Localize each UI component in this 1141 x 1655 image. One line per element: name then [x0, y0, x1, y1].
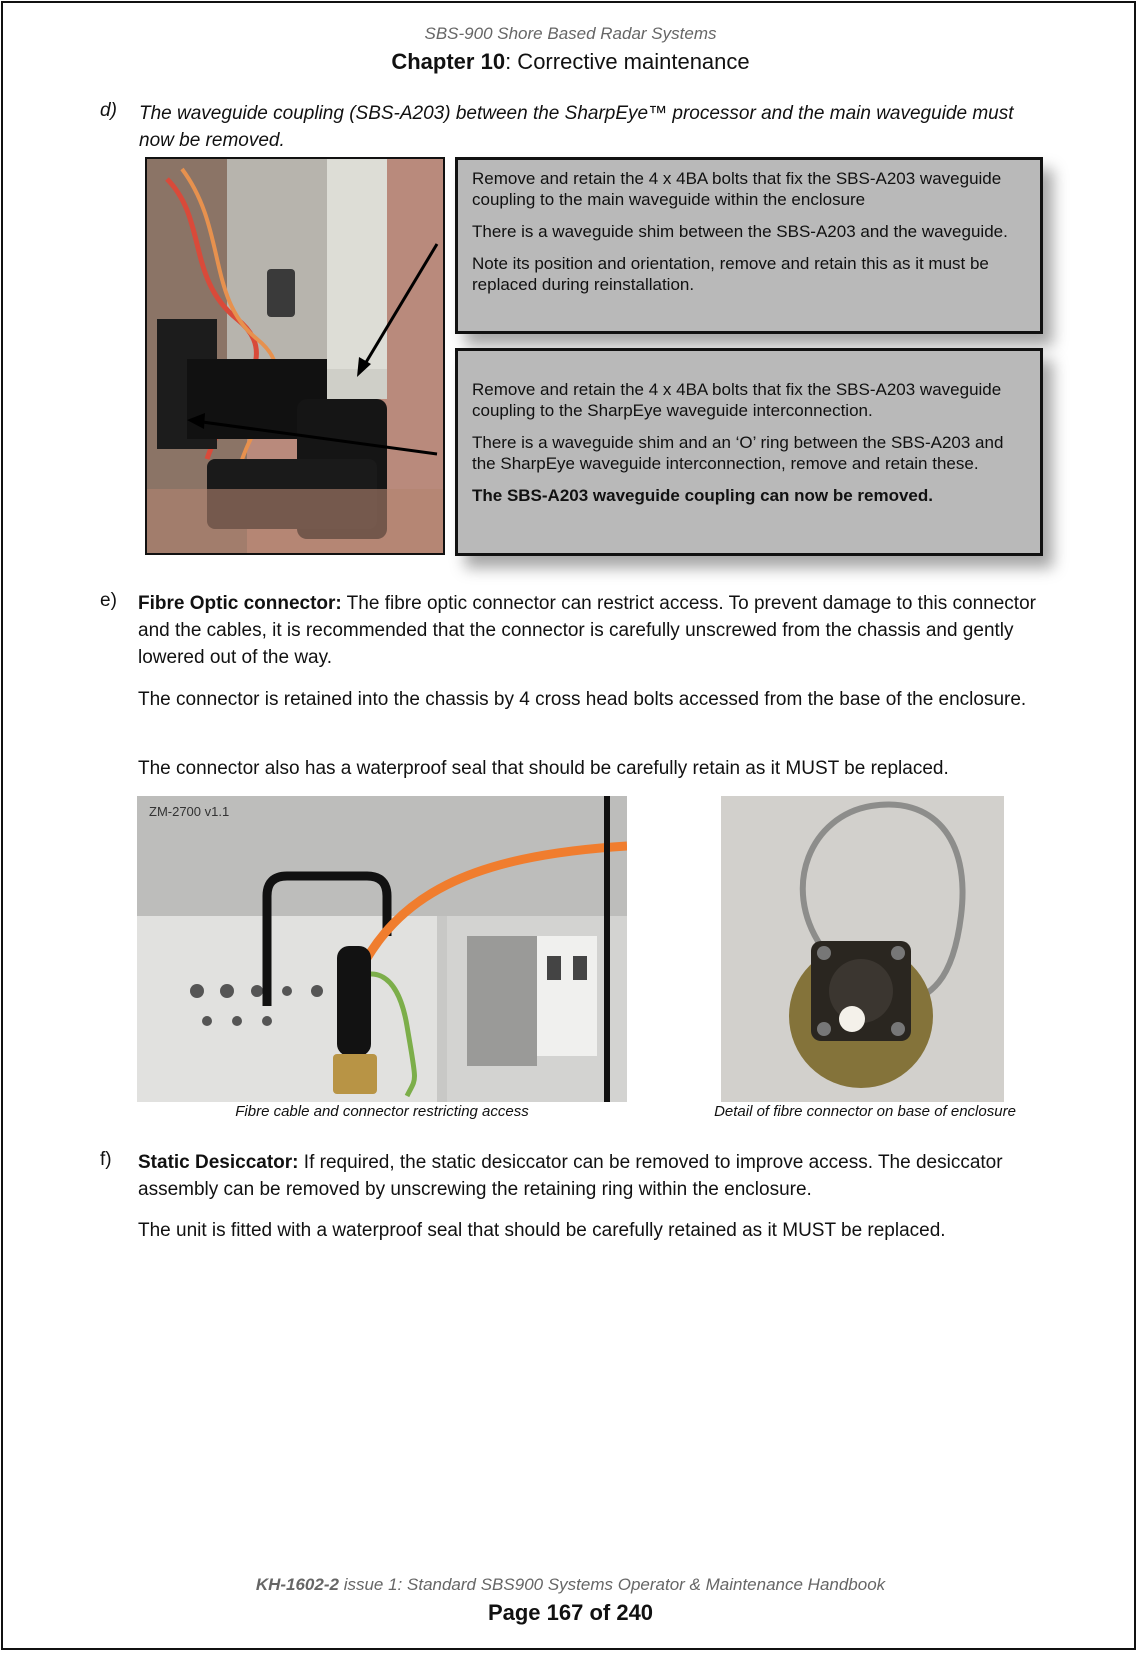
item-f-para1 — [138, 1149, 1038, 1203]
callout1-p2: There is a waveguide shim between the SBS-A203 and the waveguide. — [472, 222, 1008, 241]
footer-page-number: Page 167 of 240 — [487, 1600, 654, 1625]
fibre-cable-photo — [137, 796, 627, 1102]
footer-doc-title: issue 1: Standard SBS900 Systems Operator & Maintenance Handbook — [338, 1575, 886, 1594]
waveguide-photo — [145, 157, 445, 555]
callout1-p3: Note its position and orientation, remove and retain this as it must be replaced during reinstallation. — [472, 254, 989, 294]
callout-main-waveguide — [455, 157, 1043, 334]
item-e-para2: The connector is retained into the chassis by 4 cross head bolts accessed from the base of the enclosure. — [138, 689, 1027, 710]
header-subtitle: SBS-900 Shore Based Radar Systems — [424, 24, 717, 43]
item-d-text: The waveguide coupling (SBS-A203) between the SharpEye™ processor and the main waveguide must now be removed. — [139, 103, 1014, 151]
item-d-letter: d) — [100, 100, 117, 121]
fibre-connector-detail-photo — [721, 796, 1004, 1102]
item-f-heading: Static Desiccator: — [138, 1152, 299, 1173]
callout1-p1: Remove and retain the 4 x 4BA bolts that fix the SBS-A203 waveguide coupling to the main waveguide within the enclosure — [472, 169, 1002, 209]
item-f-text1: If required, the static desiccator can be removed to improve access. The desiccator assembly can be removed by unscrewing the retaining ring within the enclosure. — [138, 1152, 1003, 1200]
callout2-p3: The SBS-A203 waveguide coupling can now be removed. — [472, 486, 933, 505]
item-e-heading: Fibre Optic connector: — [138, 593, 342, 614]
callout-sharpeye-interconnection — [455, 348, 1043, 556]
chapter-title: : Corrective maintenance — [505, 49, 750, 74]
caption-fibre-connector: Detail of fibre connector on base of enclosure — [714, 1103, 1016, 1120]
caption-fibre-cable: Fibre cable and connector restricting access — [235, 1103, 529, 1120]
item-e-para1 — [138, 590, 1038, 671]
header-chapter — [0, 49, 1141, 75]
item-f-letter: f) — [100, 1149, 112, 1170]
callout2-p1: Remove and retain the 4 x 4BA bolts that fix the SBS-A203 waveguide coupling to the SharpEye waveguide interconnection. — [472, 380, 1002, 420]
item-e-letter: e) — [100, 590, 117, 611]
item-e-para3: The connector also has a waterproof seal that should be carefully retain as it MUST be replaced. — [138, 758, 949, 779]
callout2-p2: There is a waveguide shim and an ‘O’ ring between the SBS-A203 and the SharpEye waveguide interconnection, remove and retain these. — [472, 433, 1004, 473]
item-f-para2: The unit is fitted with a waterproof seal that should be carefully retained as it MUST be replaced. — [138, 1220, 946, 1241]
photo-board-label: ZM-2700 v1.1 — [149, 804, 230, 819]
item-e-text1: The fibre optic connector can restrict access. To prevent damage to this connector and the cables, it is recommended that the connector is carefully unscrewed from the chassis and gently lowered out of the way. — [138, 593, 1036, 668]
footer-document — [0, 1575, 1141, 1595]
chapter-label: Chapter 10 — [391, 49, 506, 74]
footer-doc-code: KH-1602-2 — [255, 1575, 339, 1594]
